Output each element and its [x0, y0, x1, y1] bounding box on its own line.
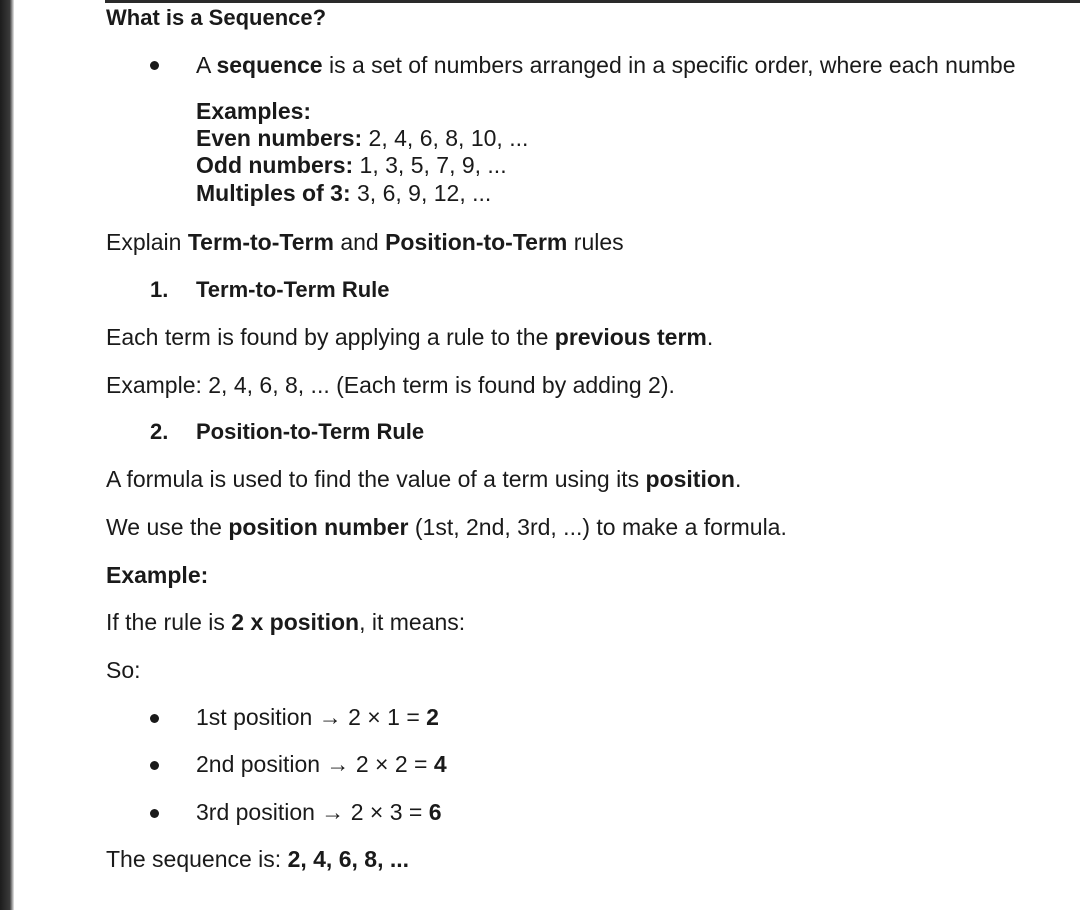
position-3-text: 3rd position → 2 × 3 =	[196, 799, 429, 825]
explain-bold-term: Term-to-Term	[187, 229, 334, 255]
definition-prefix: A	[196, 52, 217, 78]
rule2-if-prefix: If the rule is	[106, 609, 232, 635]
window-edge	[0, 0, 14, 910]
rule1-desc-bold: previous term	[554, 324, 707, 350]
position-2-result: 4	[433, 751, 447, 777]
top-rule	[105, 0, 1080, 3]
example-even-label: Even numbers:	[196, 125, 363, 151]
rule1-desc-suffix: .	[706, 324, 714, 350]
position-item-3	[196, 798, 442, 826]
explain-prefix: Explain	[106, 229, 188, 255]
explain-suffix: rules	[567, 229, 624, 255]
position-item-2	[196, 750, 447, 778]
position-1-result: 2	[426, 704, 439, 730]
rule2-desc-prefix: A formula is used to find the value of a term using its	[106, 466, 646, 492]
example-odd	[196, 152, 507, 178]
bullet-icon	[150, 761, 159, 770]
position-2-text: 2nd position → 2 × 2 =	[196, 751, 434, 777]
page-heading: What is a Sequence?	[106, 5, 327, 30]
example-odd-label: Odd numbers:	[196, 152, 354, 178]
rule2-use-bold: position number	[228, 514, 409, 540]
rule2-description	[106, 465, 741, 493]
example-multiples-value: 3, 6, 9, 12, ...	[350, 180, 492, 206]
rule2-use-line	[106, 513, 787, 541]
rule2-if-bold: 2 x position	[231, 609, 360, 635]
sequence-bold: 2, 4, 6, 8, ...	[287, 846, 410, 872]
rule2-use-prefix: We use the	[106, 514, 229, 540]
rule2-number: 2.	[150, 419, 169, 444]
rule2-desc-bold: position	[645, 466, 735, 492]
rule1-title: Term-to-Term Rule	[196, 277, 390, 302]
definition-suffix: is a set of numbers arranged in a specific order, where each numbe	[322, 52, 1016, 78]
rule2-use-suffix: (1st, 2nd, 3rd, ...) to make a formula.	[408, 514, 787, 540]
definition-text	[196, 51, 1016, 79]
rule1-description	[106, 323, 713, 351]
example-multiples	[196, 180, 491, 206]
rule2-desc-suffix: .	[734, 466, 742, 492]
examples-title: Examples:	[196, 98, 312, 124]
rule2-if-line	[106, 608, 465, 636]
explain-middle: and	[333, 229, 386, 255]
rule2-title: Position-to-Term Rule	[196, 419, 425, 444]
example-multiples-label: Multiples of 3:	[196, 180, 351, 206]
rule2-so: So:	[106, 657, 141, 683]
example-even	[196, 125, 528, 151]
bullet-icon	[150, 714, 159, 723]
position-3-result: 6	[428, 799, 442, 825]
sequence-result	[106, 845, 409, 873]
explain-bold-position: Position-to-Term	[385, 229, 568, 255]
rule1-number: 1.	[150, 277, 169, 302]
example-even-value: 2, 4, 6, 8, 10, ...	[362, 125, 529, 151]
rule2-if-suffix: , it means:	[359, 609, 466, 635]
example-odd-value: 1, 3, 5, 7, 9, ...	[353, 152, 507, 178]
bullet-icon	[150, 809, 159, 818]
definition-bold: sequence	[216, 52, 323, 78]
position-item-1	[196, 703, 439, 731]
bullet-icon	[150, 61, 159, 70]
explain-line	[106, 228, 624, 256]
rule2-example-label: Example:	[106, 562, 209, 588]
rule1-desc-prefix: Each term is found by applying a rule to the	[106, 324, 555, 350]
sequence-prefix: The sequence is:	[106, 846, 288, 872]
position-1-text: 1st position → 2 × 1 =	[196, 704, 427, 730]
rule1-example: Example: 2, 4, 6, 8, ... (Each term is found by adding 2).	[106, 372, 675, 398]
